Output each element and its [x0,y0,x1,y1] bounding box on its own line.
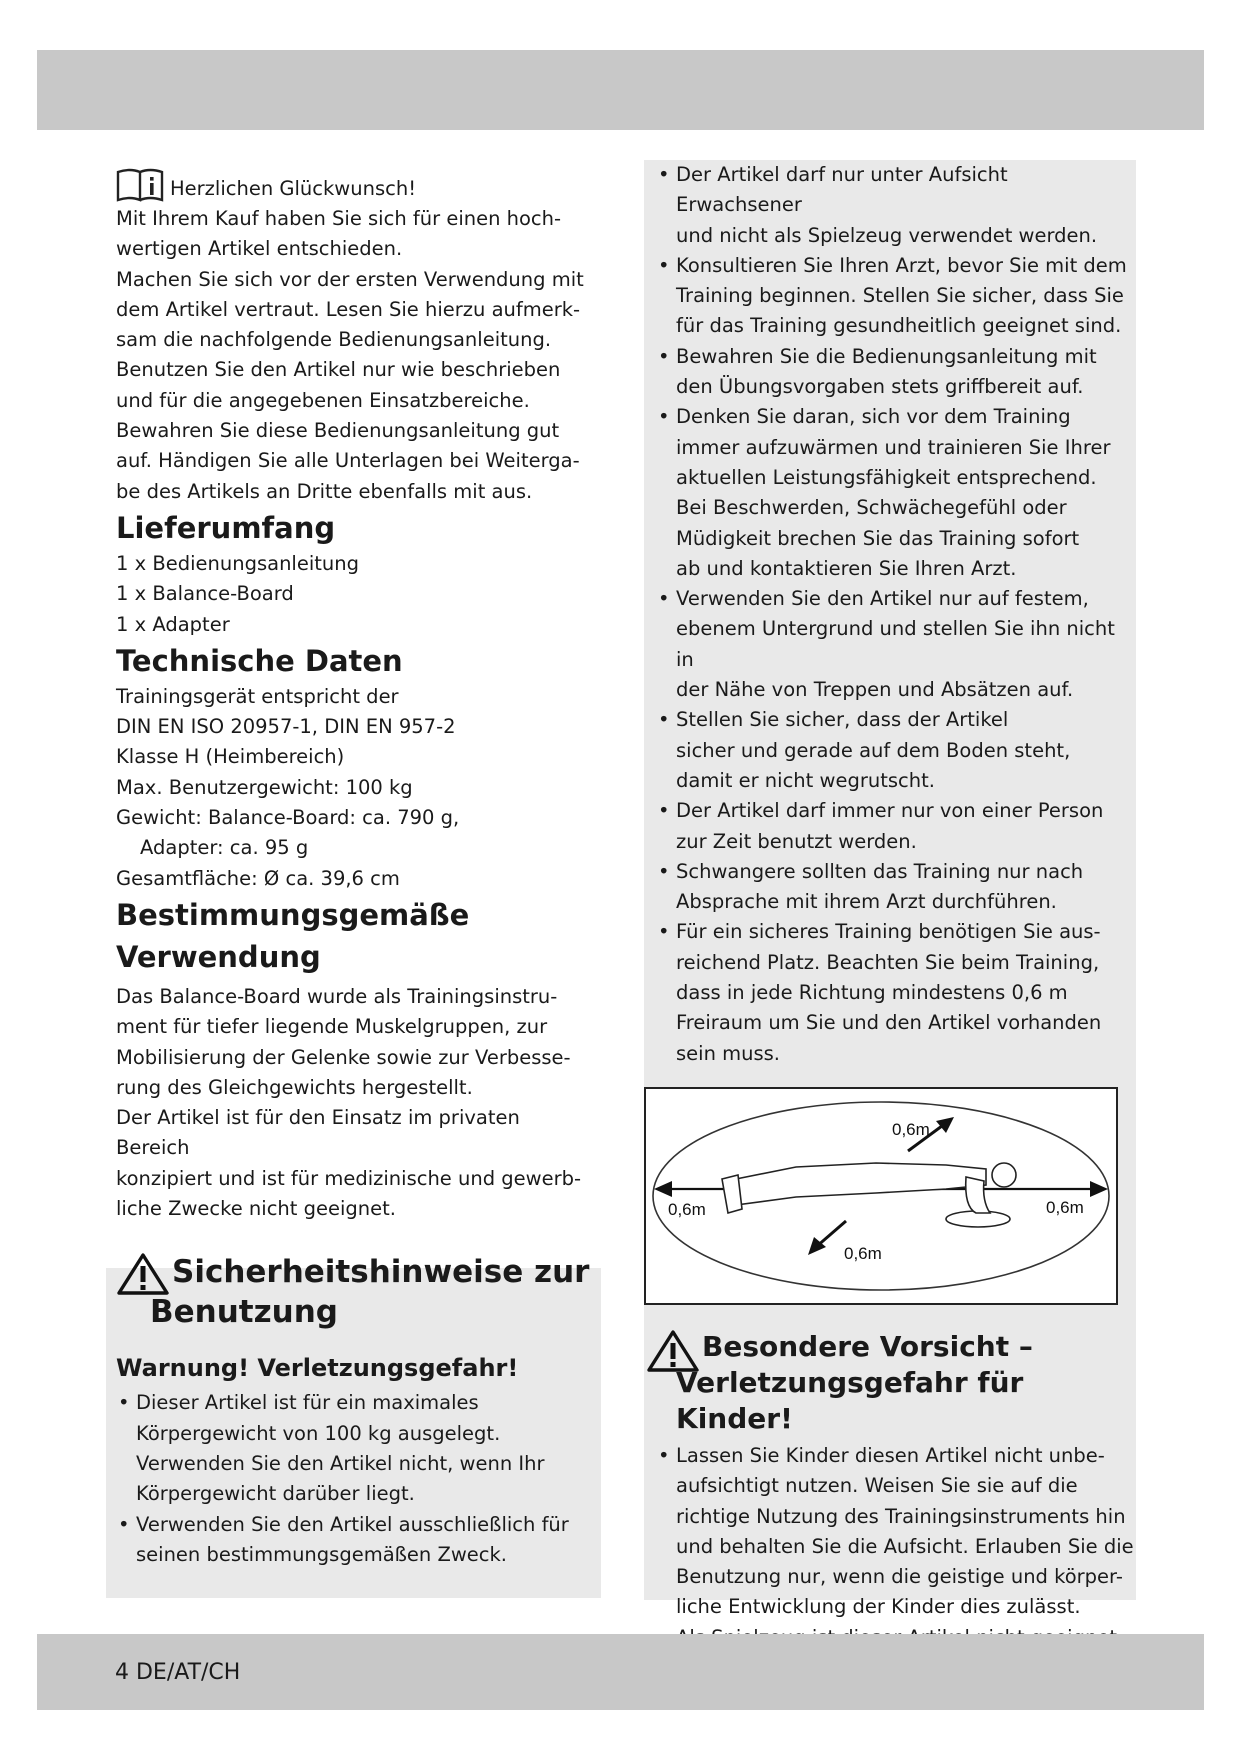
list-item: • Schwangere sollten das Training nur nach [656,857,1134,887]
lieferumfang-item: 1 x Bedienungsanleitung [116,551,360,575]
list-item: • Verwenden Sie den Artikel nur auf festem, [656,584,1134,614]
tech-line: Gewicht: Balance-Board: ca. 790 g, [116,806,460,830]
person-illustration [722,1163,1016,1227]
caution-title-line: Kinder! [676,1401,793,1435]
safety-title-line: Benutzung [150,1294,338,1331]
list-item-continuation: Benutzung nur, wenn die geistige und körper- [676,1565,1123,1589]
intro-line: dem Artikel vertraut. Lesen Sie hierzu aufmerk- [116,297,581,321]
label-right: 0,6m [1046,1197,1084,1217]
list-item-continuation: sicher und gerade auf dem Boden steht, [676,738,1071,762]
header-band [37,50,1204,130]
intro-line: auf. Händigen Sie alle Unterlagen bei Weiterga- [116,449,580,473]
list-item-continuation: den Übungsvorgaben stets griffbereit auf. [676,375,1084,399]
intro-line: Machen Sie sich vor der ersten Verwendung mit [116,267,584,291]
list-item-continuation: ebenem Untergrund und stellen Sie ihn nicht in [676,617,1115,671]
list-item-continuation: aktuellen Leistungsfähigkeit entsprechend. [676,465,1097,489]
intro-line: Benutzen Sie den Artikel nur wie beschrieben [116,358,561,382]
footer-band [37,1634,1204,1710]
use-line: konzipiert und ist für medizinische und gewerb- [116,1166,582,1190]
arrow-right-head [1090,1181,1108,1197]
use-line: Mobilisierung der Gelenke sowie zur Verbesse- [116,1045,571,1069]
caution-bullet-list [656,1441,1134,1653]
label-left: 0,6m [668,1199,706,1219]
intended-use-title-line: Bestimmungsgemäße [116,897,470,932]
list-item-continuation: für das Training gesundheitlich geeignet sind. [676,314,1122,338]
info-book-icon [116,168,166,204]
warning-triangle-icon [116,1252,170,1296]
intro-heading: Herzlichen Glückwunsch! [170,176,417,200]
label-top: 0,6m [892,1119,930,1139]
tech-line: DIN EN ISO 20957-1, DIN EN 957-2 [116,715,456,739]
use-line: ment für tiefer liegende Muskelgruppen, zur [116,1015,548,1039]
intro-line: be des Artikels an Dritte ebenfalls mit aus. [116,479,533,503]
safety-title [116,1252,596,1332]
free-space-diagram [644,1087,1118,1305]
children-caution-section [656,1329,1134,1653]
list-item: • Dieser Artikel ist für ein maximales [116,1388,596,1418]
intro-line: wertigen Artikel entschieden. [116,237,403,261]
list-item-continuation: dass in jede Richtung mindestens 0,6 m [676,981,1068,1005]
list-item-continuation: damit er nicht wegrutscht. [676,768,935,792]
intro-heading-row [116,168,596,204]
warning-heading: Warnung! Verletzungsgefahr! [116,1354,519,1383]
use-line: rung des Gleichgewichts hergestellt. [116,1075,473,1099]
use-line: Das Balance-Board wurde als Trainingsinstru- [116,984,558,1008]
list-item: • Lassen Sie Kinder diesen Artikel nicht unbe- [656,1441,1134,1471]
list-item-continuation: Verwenden Sie den Artikel nicht, wenn Ihr [136,1451,545,1475]
intro-line: Bewahren Sie diese Bedienungsanleitung gut [116,419,560,443]
list-item: • Konsultieren Sie Ihren Arzt, bevor Sie mit dem [656,251,1134,281]
arrow-up-right-head [936,1117,954,1133]
technical-data-title: Technische Daten [116,643,403,678]
list-item-continuation: und behalten Sie die Aufsicht. Erlauben Sie die [676,1534,1134,1558]
tech-line: Trainingsgerät entspricht der [116,684,399,708]
label-bottom: 0,6m [844,1243,882,1263]
list-item-continuation: Absprache mit ihrem Arzt durchführen. [676,890,1057,914]
list-item: • Stellen Sie sicher, dass der Artikel [656,705,1134,735]
intro-line: Mit Ihrem Kauf haben Sie sich für einen hoch- [116,207,562,230]
intended-use-title-line: Verwendung [116,939,321,974]
intro-line: sam die nachfolgende Bedienungsanleitung. [116,328,552,352]
list-item-continuation: immer aufzuwärmen und trainieren Sie Ihrer [676,435,1111,459]
list-item-continuation: Körpergewicht von 100 kg ausgelegt. [136,1421,501,1445]
list-item-continuation: sein muss. [676,1041,781,1065]
lieferumfang-item: 1 x Balance-Board [116,582,294,606]
intro-text [116,204,596,507]
safety-bullet-list [116,1388,596,1570]
list-item-continuation: liche Entwicklung der Kinder dies zulässt. [676,1595,1081,1619]
list-item-continuation: reichend Platz. Beachten Sie beim Training, [676,950,1100,974]
tech-line-area: Gesamtfläche: Ø ca. 39,6 cm [116,866,400,890]
list-item-continuation: richtige Nutzung des Trainingsinstruments hin [676,1504,1126,1528]
caution-title [656,1329,1134,1437]
left-column [116,168,596,1570]
tech-line-adapter: Adapter: ca. 95 g [140,836,309,860]
caution-title-line: Besondere Vorsicht – [702,1329,1033,1363]
intro-line: und für die angegebenen Einsatzbereiche. [116,388,530,412]
caution-title-line: Verletzungsgefahr für [676,1365,1024,1399]
list-item: • Der Artikel darf nur unter Aufsicht Erwachsener [656,160,1134,221]
arrow-left-head [654,1181,672,1197]
page-number: 4 DE/AT/CH [115,1660,241,1685]
tech-line: Max. Benutzergewicht: 100 kg [116,775,413,799]
list-item: • Für ein sicheres Training benötigen Sie aus- [656,917,1134,947]
tech-line: Klasse H (Heimbereich) [116,745,345,769]
list-item-continuation: zur Zeit benutzt werden. [676,829,917,853]
list-item-continuation: seinen bestimmungsgemäßen Zweck. [136,1542,508,1566]
list-item: • Bewahren Sie die Bedienungsanleitung mit [656,342,1134,372]
lieferumfang-list [116,549,596,640]
safety-bullet-list-continued [656,160,1134,1069]
use-line: Der Artikel ist für den Einsatz im privaten Bereich [116,1106,520,1160]
technical-data-list [116,682,596,894]
list-item-continuation: Körpergewicht darüber liegt. [136,1482,415,1506]
lieferumfang-item: 1 x Adapter [116,612,230,636]
list-item: • Verwenden Sie den Artikel ausschließlich für [116,1510,596,1540]
right-column [644,160,1134,1653]
intended-use-text [116,982,596,1224]
list-item-continuation: ab und kontaktieren Sie Ihren Arzt. [676,556,1017,580]
list-item-continuation: aufsichtigt nutzen. Weisen Sie sie auf die [676,1474,1078,1498]
intended-use-title [116,894,596,978]
safety-section [116,1252,596,1570]
list-item-continuation: Müdigkeit brechen Sie das Training sofort [676,526,1080,550]
list-item-continuation: Training beginnen. Stellen Sie sicher, dass Sie [676,284,1124,308]
list-item-continuation: Bei Beschwerden, Schwächegefühl oder [676,496,1067,520]
use-line: liche Zwecke nicht geeignet. [116,1197,396,1221]
list-item: • Der Artikel darf immer nur von einer Person [656,796,1134,826]
list-item-continuation: der Nähe von Treppen und Absätzen auf. [676,678,1074,702]
list-item: • Denken Sie daran, sich vor dem Training [656,402,1134,432]
safety-title-line: Sicherheitshinweise zur [172,1254,590,1291]
list-item-continuation: und nicht als Spielzeug verwendet werden. [676,223,1098,247]
lieferumfang-title: Lieferumfang [116,510,336,545]
list-item-continuation: Freiraum um Sie und den Artikel vorhanden [676,1011,1102,1035]
